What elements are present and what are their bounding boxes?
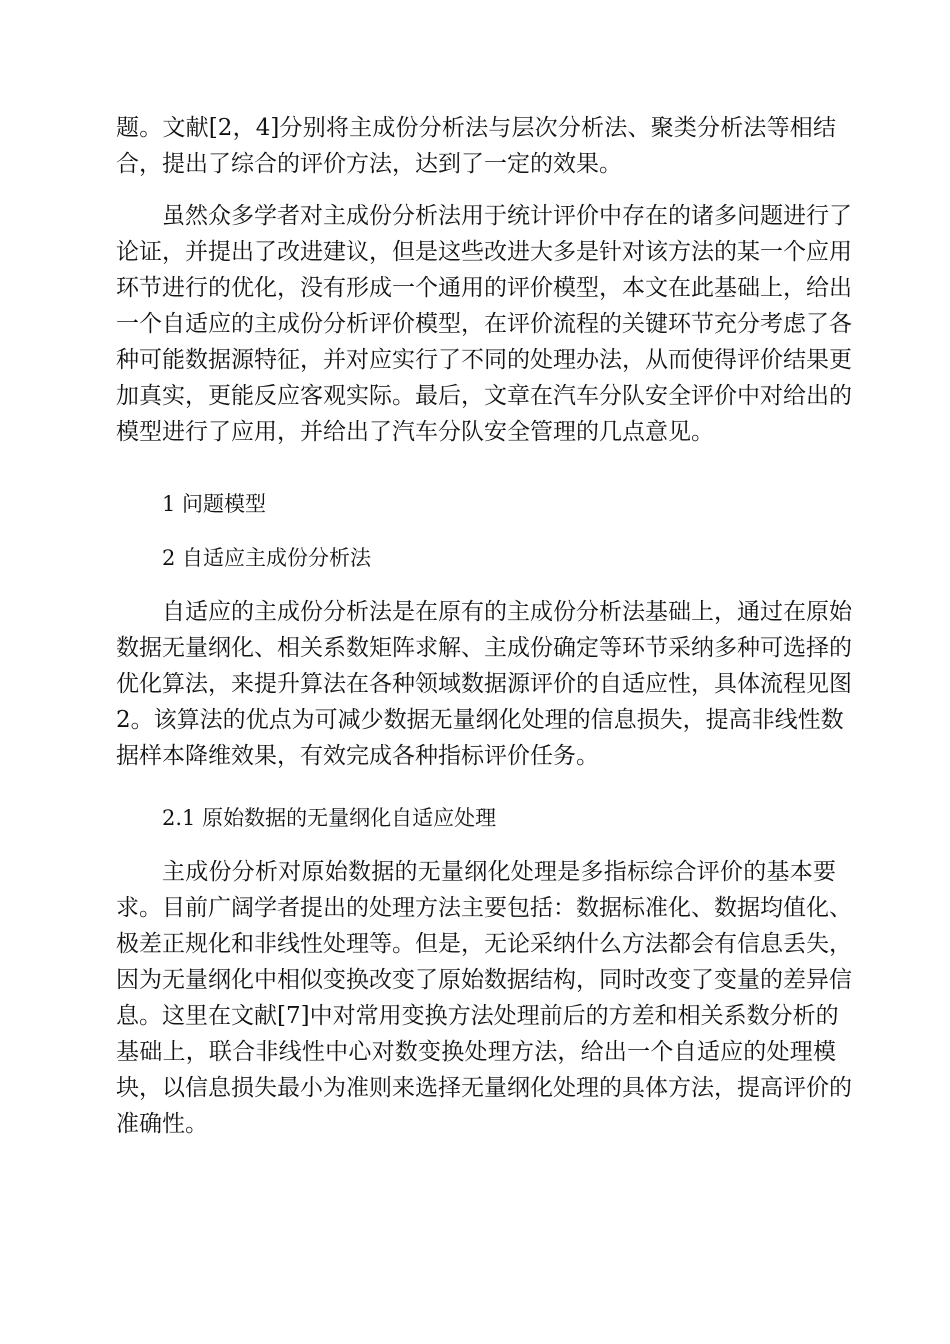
text-line: 模型进行了应用，并给出了汽车分队安全管理的几点意见。	[116, 419, 714, 445]
text-line: 准确性。	[116, 1111, 208, 1137]
text-line: 论证，并提出了改进建议，但是这些改进大多是针对该方法的某一个应用	[116, 239, 852, 265]
text-line: 主成份分析对原始数据的无量纲化处理是多指标综合评价的基本要	[162, 859, 836, 885]
paragraph-adaptive-pca	[116, 594, 852, 774]
text-line: 据样本降维效果，有效完成各种指标评价任务。	[116, 743, 599, 769]
section-heading-2-1: 2.1 原始数据的无量纲化自适应处理	[162, 806, 497, 830]
text-line: 2。该算法的优点为可减少数据无量纲化处理的信息损失，提高非线性数	[116, 707, 844, 733]
text-line: 数据无量纲化、相关系数矩阵求解、主成份确定等环节采纳多种可选择的	[116, 635, 852, 661]
text-line: 合，提出了综合的评价方法，达到了一定的效果。	[116, 151, 622, 177]
text-line: 求。目前广阔学者提出的处理方法主要包括：数据标准化、数据均值化、	[116, 895, 852, 921]
section-heading-1: 1 问题模型	[162, 492, 267, 516]
text-line: 加真实，更能反应客观实际。最后，文章在汽车分队安全评价中对给出的	[116, 383, 852, 409]
paragraph-introduction	[116, 198, 852, 450]
text-line: 基础上，联合非线性中心对数变换处理方法，给出一个自适应的处理模	[116, 1039, 836, 1065]
text-line: 种可能数据源特征，并对应实行了不同的处理办法，从而使得评价结果更	[116, 347, 852, 373]
paragraph-continuation	[116, 110, 836, 182]
text-line: 题。文献[2，4]分别将主成份分析法与层次分析法、聚类分析法等相结	[116, 115, 836, 141]
text-line: 一个自适应的主成份分析评价模型，在评价流程的关键环节充分考虑了各	[116, 311, 852, 337]
text-line: 环节进行的优化，没有形成一个通用的评价模型，本文在此基础上，给出	[116, 275, 852, 301]
paragraph-dimensionless	[116, 854, 852, 1142]
text-line: 虽然众多学者对主成份分析法用于统计评价中存在的诸多问题进行了	[162, 203, 852, 229]
text-line: 因为无量纲化中相似变换改变了原始数据结构，同时改变了变量的差异信	[116, 967, 852, 993]
section-heading-2: 2 自适应主成份分析法	[162, 546, 372, 570]
text-line: 极差正规化和非线性处理等。但是，无论采纳什么方法都会有信息丢失，	[116, 931, 852, 957]
text-line: 块，以信息损失最小为准则来选择无量纲化处理的具体方法，提高评价的	[116, 1075, 852, 1101]
text-line: 息。这里在文献[7]中对常用变换方法处理前后的方差和相关系数分析的	[116, 1003, 839, 1029]
text-line: 自适应的主成份分析法是在原有的主成份分析法基础上，通过在原始	[162, 599, 852, 625]
text-line: 优化算法，来提升算法在各种领域数据源评价的自适应性，具体流程见图	[116, 671, 852, 697]
